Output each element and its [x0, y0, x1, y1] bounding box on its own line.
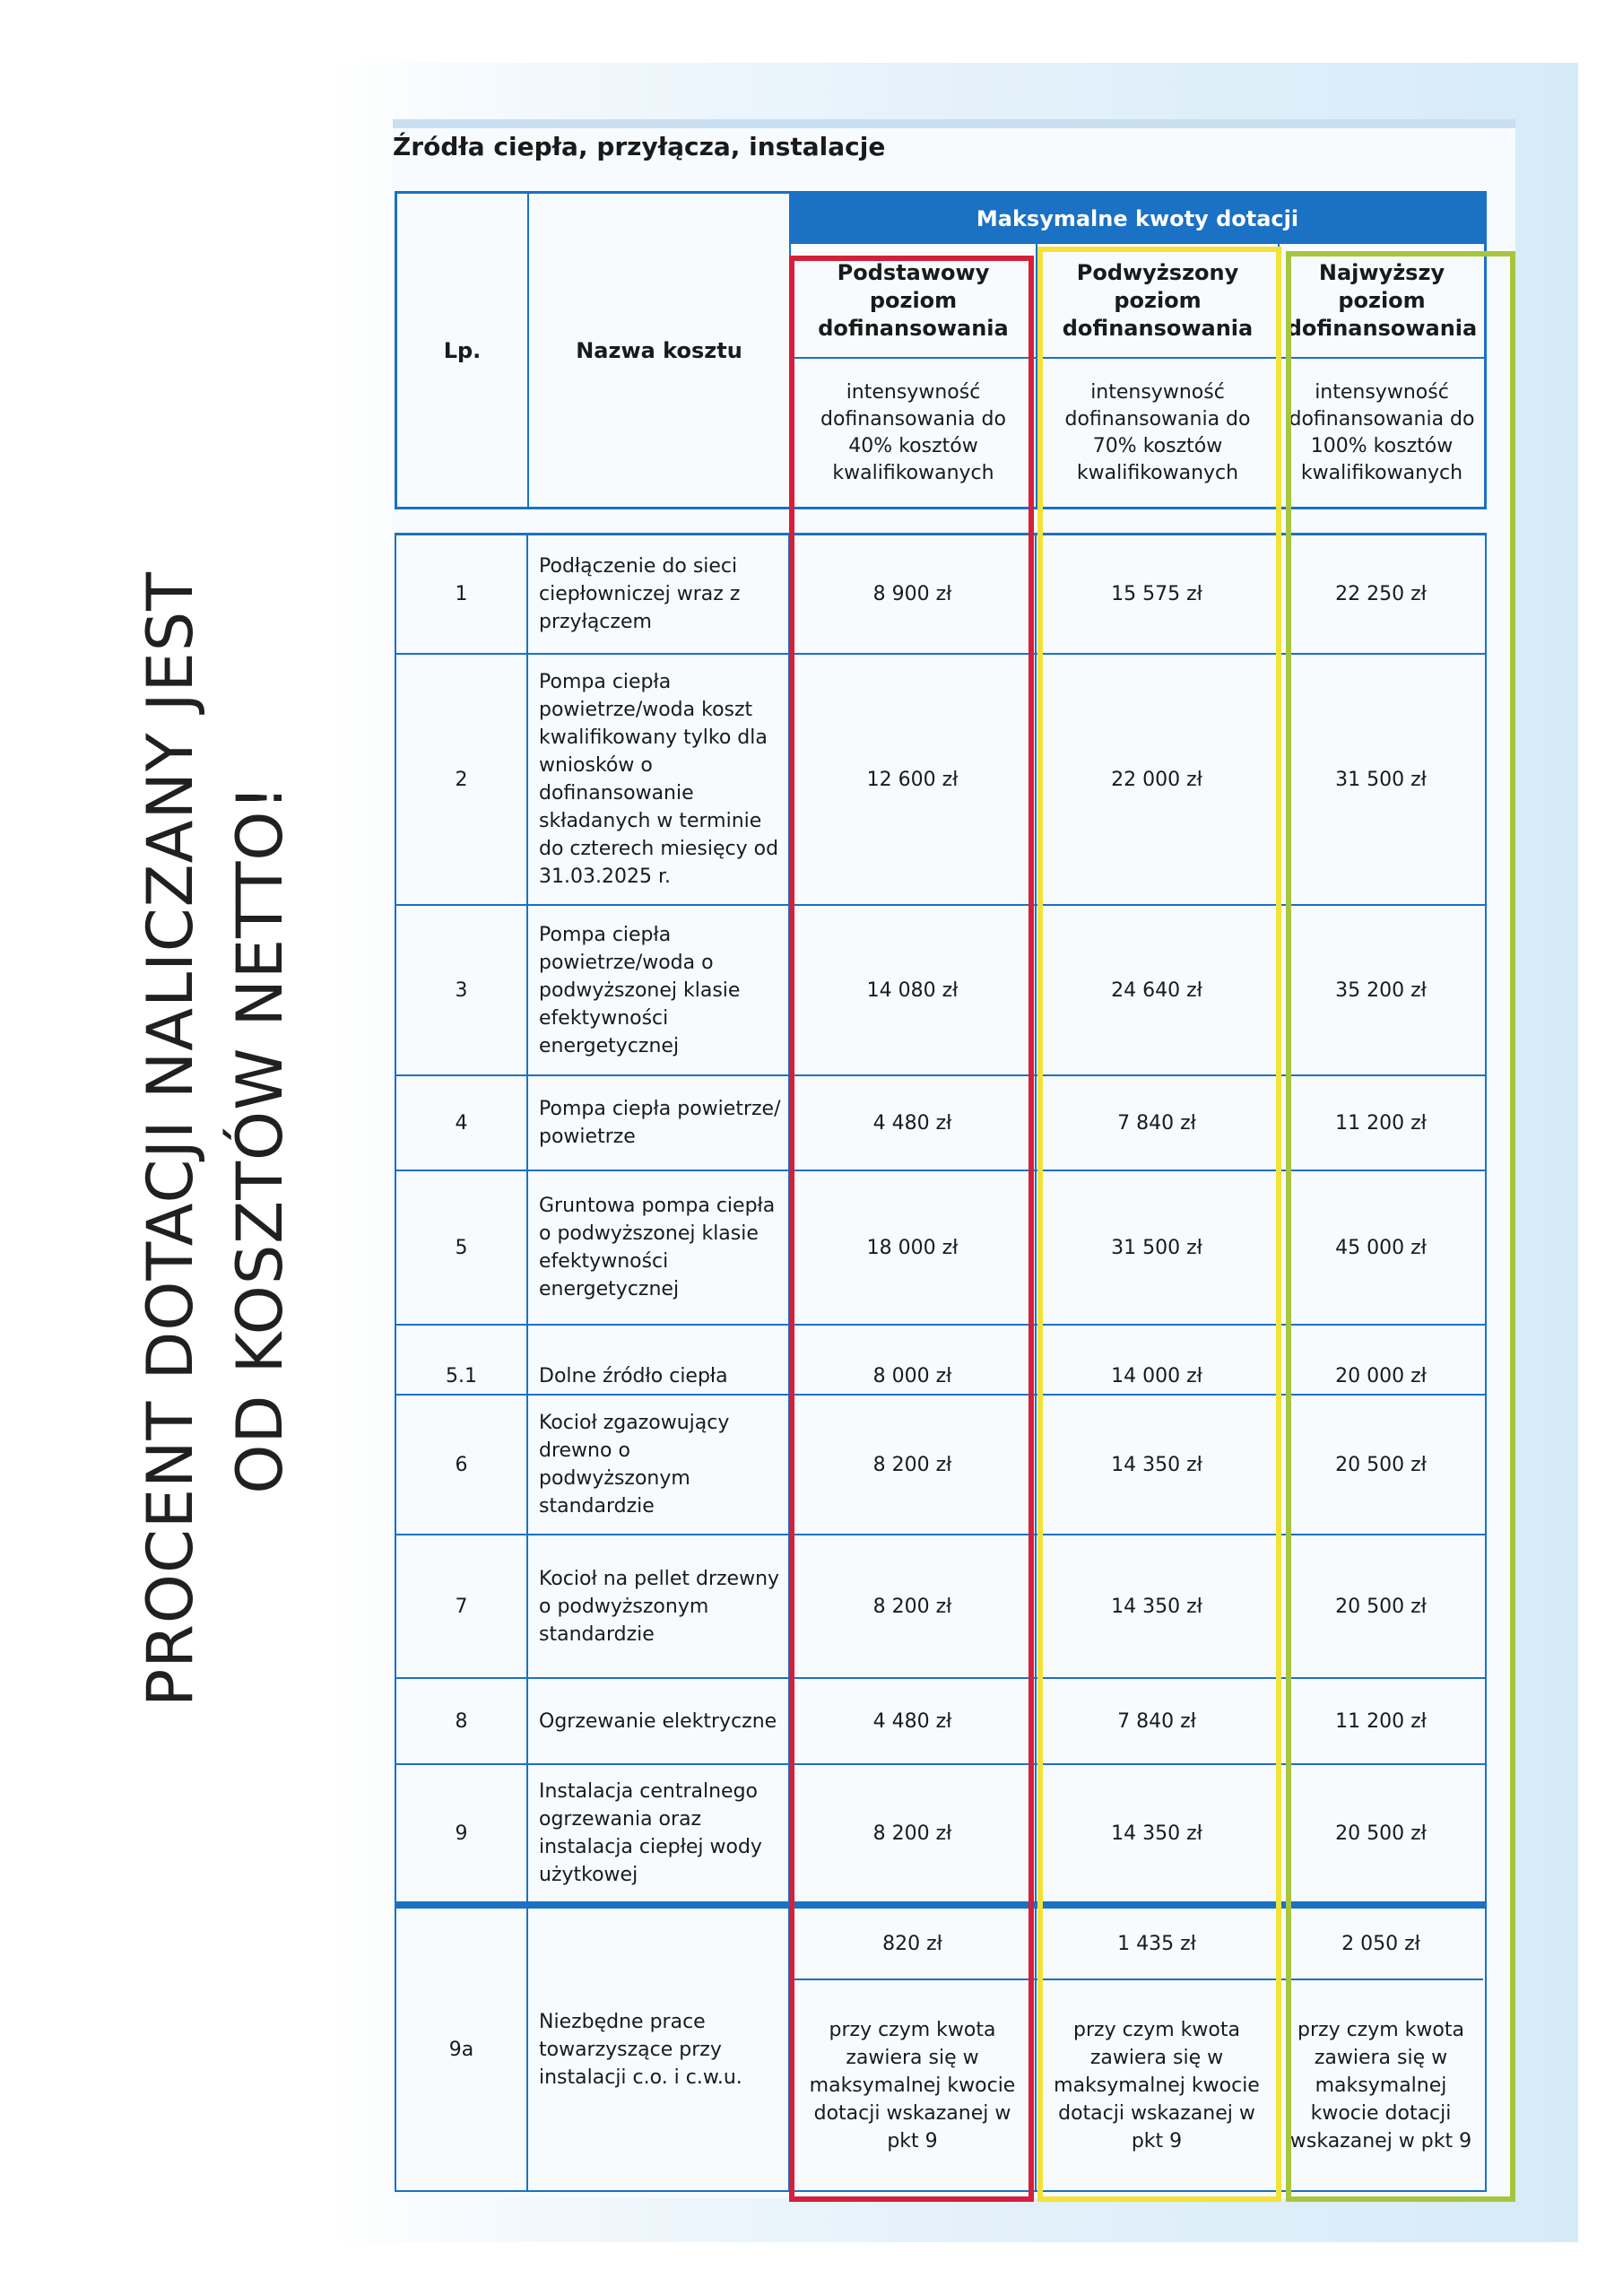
row-name: Kocioł na pellet drzewny o podwyższonym standardzie: [528, 1535, 790, 1677]
header-intensity-increased: intensywność dofinansowania do 70% kosztów kwalifikowanych: [1037, 359, 1280, 507]
row-lp: 6: [396, 1396, 528, 1534]
table-row: [395, 1171, 1487, 1326]
row-name: Dolne źródło ciepła: [528, 1326, 790, 1394]
header-level-basic: Podstawowy poziom dofinansowania: [791, 244, 1037, 359]
row-basic: 4 480 zł: [790, 1076, 1037, 1170]
row-9a-highest: 2 050 zł: [1279, 1909, 1483, 1980]
header-intensity-basic: intensywność dofinansowania do 40% kosztów kwalifikowanych: [791, 359, 1037, 507]
row-lp: 9a: [396, 1909, 528, 2190]
subsidy-table: [395, 191, 1487, 2192]
row-highest: 20 500 zł: [1335, 1822, 1427, 1845]
table-header: [395, 191, 1487, 509]
row-name: Pompa ciepła powietrze/woda o podwyższonej klasie efektywności energetycznej: [528, 906, 790, 1074]
row-highest: 11 200 zł: [1335, 1111, 1427, 1135]
row-increased: 15 575 zł: [1037, 535, 1279, 653]
row-increased: 22 000 zł: [1037, 655, 1279, 904]
row-lp: 5.1: [396, 1326, 528, 1394]
row-highest: 20 000 zł: [1335, 1365, 1427, 1387]
row-lp: 9: [396, 1765, 528, 1901]
table-row: [395, 1535, 1487, 1679]
row-increased: 31 500 zł: [1037, 1171, 1279, 1324]
row-name: Ogrzewanie elektryczne: [528, 1679, 790, 1763]
row-increased: 7 840 zł: [1037, 1076, 1279, 1170]
vertical-banner: [108, 484, 323, 1794]
table-row-9a: [395, 1905, 1487, 2192]
row-highest: 35 200 zł: [1335, 978, 1427, 1002]
document-panel: [393, 119, 1515, 2198]
row-increased: 7 840 zł: [1037, 1679, 1279, 1763]
row-highest: 31 500 zł: [1335, 768, 1427, 791]
row-highest: 20 500 zł: [1335, 1453, 1427, 1476]
row-highest: 20 500 zł: [1335, 1595, 1427, 1618]
table-row: [395, 1765, 1487, 1905]
header-lp: Lp.: [397, 194, 529, 507]
row-basic: 18 000 zł: [790, 1171, 1037, 1324]
row-name: Podłączenie do sieci ciepłowniczej wraz z przyłączem: [528, 535, 790, 653]
row-9a-note-basic: przy czym kwota zawiera się w maksymalnej kwocie dotacji wskazanej w pkt 9: [790, 1980, 1037, 2190]
row-increased: 14 350 zł: [1037, 1396, 1279, 1534]
row-lp: 5: [396, 1171, 528, 1324]
row-name: Instalacja centralnego ogrzewania oraz instalacja ciepłej wody użytkowej: [528, 1765, 790, 1901]
banner-line-2: OD KOSZTÓW NETTO!: [223, 784, 297, 1494]
table-row: [395, 655, 1487, 906]
row-basic: 8 200 zł: [790, 1396, 1037, 1534]
table-row: [395, 1396, 1487, 1535]
header-level-highest: Najwyższy poziom dofinansowania: [1280, 244, 1484, 359]
header-band: Maksymalne kwoty dotacji: [791, 194, 1484, 244]
header-intensity-highest: intensywność dofinansowania do 100% kosztów kwalifikowanych: [1289, 380, 1475, 484]
table-row: [395, 906, 1487, 1076]
row-basic: 4 480 zł: [790, 1679, 1037, 1763]
section-title: Źródła ciepła, przyłącza, instalacje: [393, 132, 886, 161]
row-increased: 14 350 zł: [1037, 1765, 1279, 1901]
table-row: [395, 1076, 1487, 1171]
row-lp: 1: [396, 535, 528, 653]
row-9a-basic: 820 zł: [790, 1909, 1037, 1980]
header-level-increased: Podwyższony poziom dofinansowania: [1037, 244, 1280, 359]
row-9a-note-highest: przy czym kwota zawiera się w maksymalnej kwocie dotacji wskazanej w pkt 9: [1289, 2018, 1472, 2152]
top-divider: [393, 119, 1515, 128]
row-highest: 11 200 zł: [1335, 1709, 1427, 1733]
row-name: Pompa ciepła powietrze/woda koszt kwalifikowany tylko dla wniosków o dofinansowanie składanych w terminie do czterech miesięcy od 31.03.2025 r.: [528, 655, 790, 904]
row-basic: 8 000 zł: [790, 1326, 1037, 1394]
row-name: Niezbędne prace towarzyszące przy instalacji c.o. i c.w.u.: [528, 1909, 790, 2190]
row-highest: 22 250 zł: [1335, 583, 1427, 605]
row-lp: 4: [396, 1076, 528, 1170]
row-basic: 12 600 zł: [790, 655, 1037, 904]
row-lp: 7: [396, 1535, 528, 1677]
row-basic: 8 200 zł: [790, 1535, 1037, 1677]
row-9a-increased: 1 435 zł: [1037, 1909, 1279, 1980]
table-row: [395, 1326, 1487, 1396]
row-9a-note-increased: przy czym kwota zawiera się w maksymalnej kwocie dotacji wskazanej w pkt 9: [1037, 1980, 1279, 2190]
row-basic: 8 900 zł: [790, 535, 1037, 653]
row-lp: 8: [396, 1679, 528, 1763]
row-basic: 8 200 zł: [790, 1765, 1037, 1901]
row-basic: 14 080 zł: [790, 906, 1037, 1074]
banner-line-1: PROCENT DOTACJI NALICZANY JEST: [134, 571, 207, 1707]
row-name: Kocioł zgazowujący drewno o podwyższonym standardzie: [528, 1396, 790, 1534]
row-lp: 3: [396, 906, 528, 1074]
header-name: Nazwa kosztu: [529, 194, 791, 507]
row-name: Gruntowa pompa ciepła o podwyższonej klasie efektywności energetycznej: [528, 1171, 790, 1324]
row-increased: 14 000 zł: [1037, 1326, 1279, 1394]
row-increased: 14 350 zł: [1037, 1535, 1279, 1677]
row-increased: 24 640 zł: [1037, 906, 1279, 1074]
row-highest: 45 000 zł: [1335, 1236, 1427, 1259]
table-row: [395, 533, 1487, 655]
row-name: Pompa ciepła powietrze/ powietrze: [528, 1076, 790, 1170]
table-row: [395, 1679, 1487, 1765]
row-lp: 2: [396, 655, 528, 904]
